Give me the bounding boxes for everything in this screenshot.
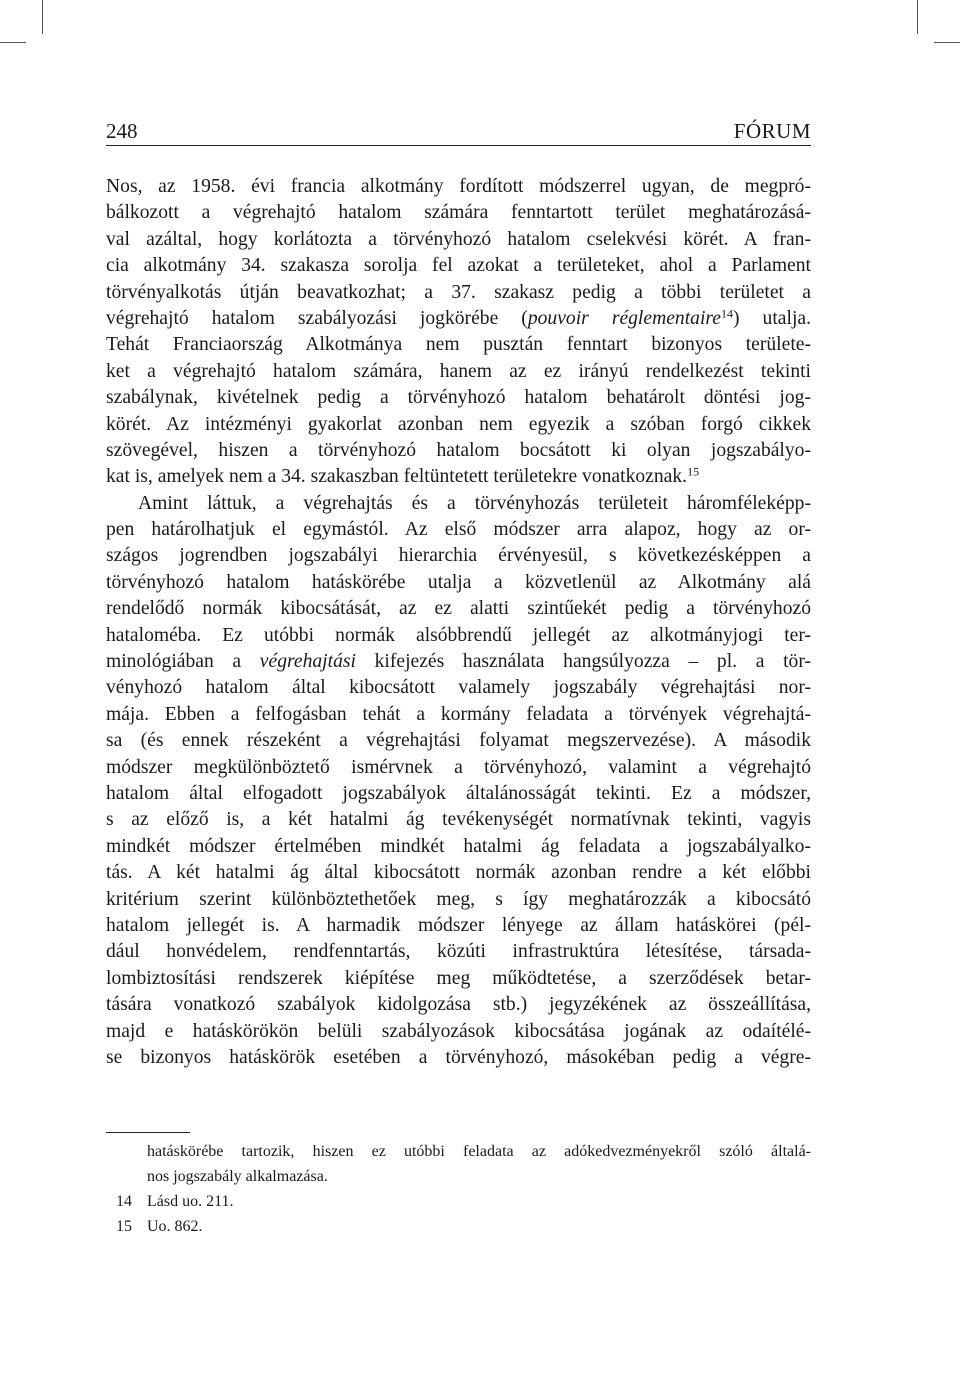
text-line: hatalomébа. Ez utóbbi normák alsóbbrendű jellegét az alkotmányjogi ter- [106,624,811,646]
footnote-text: Lásd uo. 211. [147,1193,234,1210]
text-line: Nos, az 1958. évi francia alkotmány fordított módszerrel ugyan, de megpró- [106,176,811,197]
text-line: dául honvédelem, rendfenntartás, közúti infrastruktúra létesítése, társada- [106,941,811,963]
footnote-number: 14 [116,1193,132,1210]
crop-mark-right [934,42,960,43]
text-line: cia alkotmány 34. szakasza sorolja fel azokat a területeket, ahol a Parlament [106,255,811,277]
crop-mark-top-right [917,0,918,34]
text-line [106,464,811,490]
text-line: val azáltal, hogy korlátozta a törvényhozó hatalom cselekvési körét. A fran- [106,228,811,250]
footnote-15 [106,1214,811,1239]
page-number: 248 [106,119,138,143]
text-line: Tehát Franciaország Alkotmánya nem pusztán fenntart bizonyos területe- [106,334,811,356]
journal-title: FÓRUM [733,119,811,143]
text-line: tására vonatkozó szabályok kidolgozása stb.) jegyzékének az összeállítása, [106,994,811,1016]
footnote-rule [106,1132,190,1133]
text-fragment: kifejezés használata hangsúlyozza – pl. a tör- [355,651,812,673]
text-line: szövegével, hiszen a törvényhozó hatalom bocsátott ki olyan jogszabályo- [106,439,811,461]
footnote-number: 15 [116,1218,132,1235]
footnote-ref-14: 14 [721,306,733,321]
text-line: tás. A két hatalmi ág által kibocsátott normák azonban rendre a két előbbi [106,862,811,884]
text-line: módszer megkülönböztető ismérvnek a törvényhozó, valamint a végrehajtó [106,756,811,778]
body-text [106,174,811,1071]
text-line: kritérium szerint különböztethetőek meg, s így meghatározzák a kibocsátó [106,888,811,910]
crop-mark-top-left [42,0,43,34]
text-line: majd e hatáskörökön belüli szabályozások kibocsátása jogának az odaítélé- [106,1020,811,1042]
italic-term: pouvoir réglementaire [527,307,721,329]
footnote-continuation [106,1139,811,1189]
text-line [106,306,811,332]
text-line [106,649,811,675]
text-line: se bizonyos hatáskörök esetében a törvényhozó, másokéban pedig a végre- [106,1046,811,1068]
text-line: lombiztosítási rendszerek kiépítése meg működtetése, a szerződések betar- [106,967,811,989]
footnote-ref-15: 15 [687,464,700,479]
text-line: hatalom jellegét is. A harmadik módszer lényege az állam hatáskörei (pél- [106,914,811,936]
footnote-14 [106,1189,811,1214]
text-line: törvényalkotás útján beavatkozhat; a 37. szakasz pedig a többi területet a [106,281,811,303]
text-line: törvényhozó hatalom hatáskörébe utalja a közvetlenül az Alkotmány alá [106,571,811,593]
crop-mark-left [0,42,26,43]
text-line: bálkozott a végrehajtó hatalom számára fenntartott terület meghatározásá- [106,202,811,224]
text-line: körét. Az intézményi gyakorlat azonban nem egyezik a szóban forgó cikkek [106,413,811,435]
text-line: mája. Ebben a felfogásban tehát a kormány feladata a törvények végrehajtá- [106,703,811,725]
text-line: pen határolhatjuk el egymástól. Az első módszer arra alapoz, hogy az or- [106,519,811,541]
paragraph-1 [106,174,811,491]
text-line: vényhozó hatalom által kibocsátott valamely jogszabály végrehajtási nor- [106,677,811,699]
footnote-line: nos jogszabály alkalmazása. [147,1168,328,1185]
footnote-text: Uo. 862. [147,1218,203,1235]
text-fragment: végrehajtó hatalom szabályozási jogkörébe ( [106,307,528,329]
text-fragment: minológiában a [106,651,260,673]
text-fragment: ) utalja. [733,307,811,329]
header-rule [106,145,811,146]
paragraph-2 [106,491,811,1072]
running-header [106,116,811,146]
text-line: s az előző is, a két hatalmi ág tevékenységét normatívnak tekinti, vagyis [106,809,811,831]
text-line: Amint láttuk, a végrehajtás és a törvényhozás területeit háromféleképp- [138,492,811,514]
text-line: szabálynak, kivételnek pedig a törvényhozó hatalom behatárolt döntési jog- [106,387,811,409]
footnotes [106,1139,811,1239]
text-line: ket a végrehajtó hatalom számára, hanem az ez irányú rendelkezést tekinti [106,360,811,382]
italic-term: végrehajtási [259,651,356,673]
footnote-line: hatáskörébe tartozik, hiszen ez utóbbi feladata az adókedvezményekről szóló általá- [147,1143,811,1160]
text-fragment: kat is, amelyek nem a 34. szakaszban feltüntetett területekre vonatkoznak. [106,466,688,488]
text-line: szágos jogrendben jogszabályi hierarchia érvényesül, s következésképpen a [106,545,811,567]
text-line: hatalom által elfogadott jogszabályok általánosságát tekinti. Ez a módszer, [106,782,811,804]
text-line: mindkét módszer értelmében mindkét hatalmi ág feladata a jogszabályalko- [106,835,811,857]
text-line: rendelődő normák kibocsátását, az ez alatti szintűekét pedig a törvényhozó [106,598,811,620]
text-line: sa (és ennek részeként a végrehajtási folyamat megszervezése). A második [106,730,811,752]
